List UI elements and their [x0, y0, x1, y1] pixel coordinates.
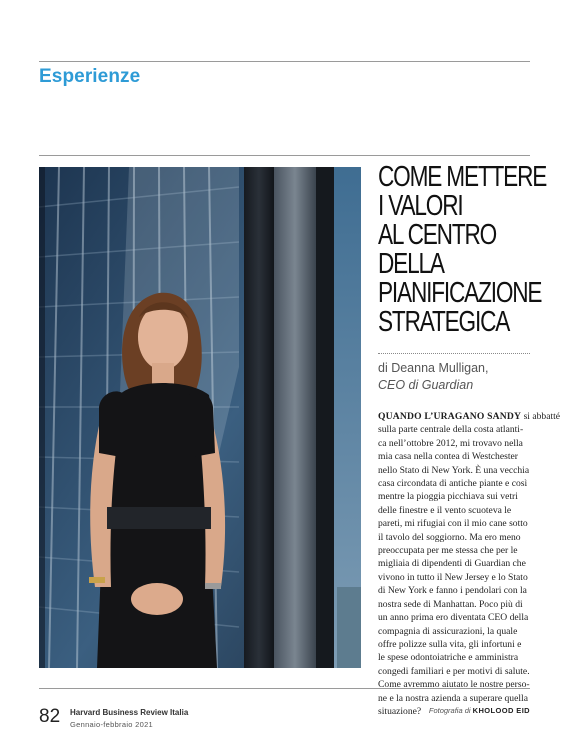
photo-credit: [429, 706, 530, 715]
body-line: nostra sede di Manhattan. Poco più di: [378, 598, 523, 610]
body-line: ne e la nostra azienda a superare quella: [378, 692, 528, 704]
publication-name: Harvard Business Review Italia: [70, 708, 189, 717]
body-line: nello Stato di New York. È una vecchia: [378, 464, 530, 476]
body-line: le spese odontoiatriche e amministra: [378, 652, 519, 664]
body-line: situazione?: [378, 705, 422, 717]
credit-label: Fotografia di: [428, 706, 471, 715]
body-line: migliaia di dipendenti di Guardian che: [378, 558, 526, 570]
header-rule: [39, 155, 530, 156]
body-line: vivono in tutto il New Jersey e lo Stato: [378, 571, 528, 583]
credit-name: KHOLOOD EID: [472, 706, 530, 715]
section-label: Esperienze: [39, 66, 141, 87]
article-body: [378, 410, 561, 718]
portrait-illustration: [39, 167, 361, 668]
body-line: il tavolo del soggiorno. Ma ero meno: [378, 531, 521, 543]
byline-author: di Deanna Mulligan,: [378, 361, 489, 375]
headline-line: I VALORI: [378, 190, 463, 222]
body-line: preoccupata per me stessa che per le: [378, 545, 518, 557]
headline-line: DELLA: [378, 248, 444, 280]
byline: [378, 360, 538, 394]
headline-line: COME METTERE: [378, 161, 547, 193]
body-line: sulla parte centrale della costa atlanti-: [378, 424, 524, 436]
publication-issue: Gennaio-febbraio 2021: [70, 720, 154, 729]
body-line: mia casa nella contea di Westchester: [378, 451, 518, 463]
body-line: mentre la pioggia picchiava sui vetri: [378, 491, 518, 503]
headline-line: STRATEGICA: [378, 306, 510, 338]
body-line: ca nell’ottobre 2012, mi trovavo nella: [378, 437, 523, 449]
body-line: si abbatté: [521, 411, 561, 422]
body-line: di New York e fanno i pendolari con la: [378, 585, 527, 597]
body-line: offre polizze sulla vita, gli infortuni e: [378, 638, 522, 650]
body-line-first: [378, 410, 561, 423]
headline-line: AL CENTRO: [378, 219, 497, 251]
body-line: compagnia di assicurazioni, la quale: [378, 625, 518, 637]
body-line: delle finestre e il vento scuoteva le: [378, 504, 512, 516]
body-line: pareti, mi rifugiai con il mio cane sotto: [378, 518, 528, 530]
body-line: casa circondata di antiche piante e così: [378, 478, 528, 490]
headline-line: PIANIFICAZIONE: [378, 277, 542, 309]
page-number: 82: [39, 706, 61, 727]
dotted-divider: [378, 353, 530, 354]
byline-role: CEO di Guardian: [378, 378, 474, 392]
footer-rule: [39, 688, 530, 689]
lead-in: QUANDO L’URAGANO SANDY: [378, 411, 522, 422]
portrait-photo: [39, 167, 361, 668]
body-line: Come avremmo aiutato le nostre perso-: [378, 679, 530, 691]
top-rule: [39, 61, 530, 62]
headline: [378, 161, 547, 338]
body-line: un anno prima ero diventata CEO della: [378, 612, 529, 624]
body-line: congedi familiari e per motivi di salute.: [378, 665, 530, 677]
